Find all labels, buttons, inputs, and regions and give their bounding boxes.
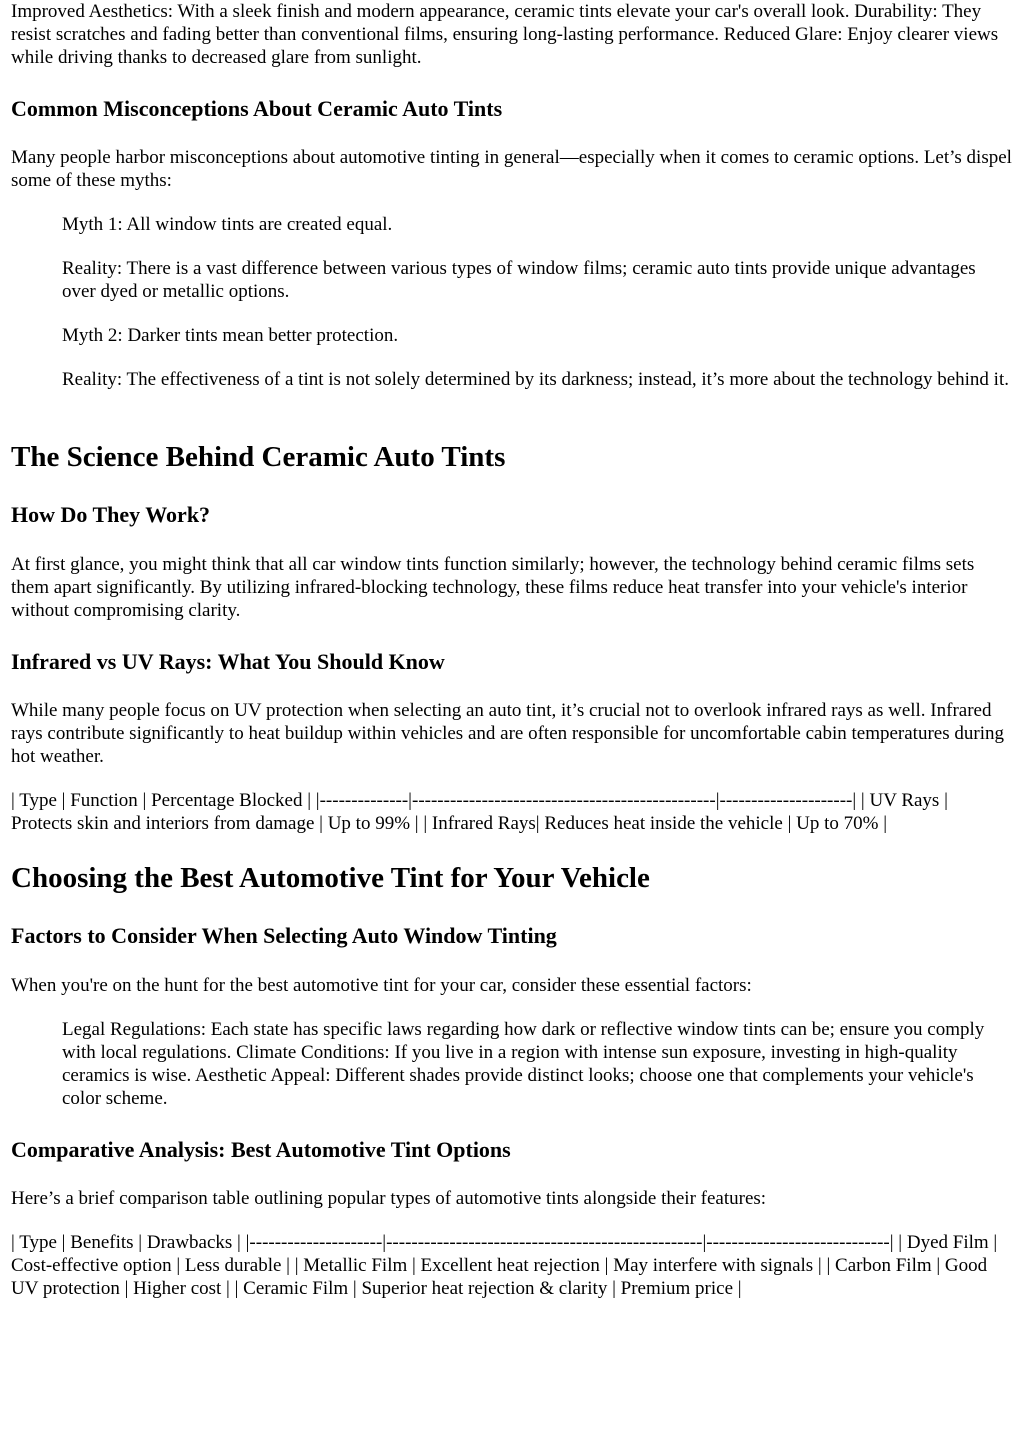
- factors-intro: When you're on the hunt for the best automotive tint for your car, consider these essential factors:: [11, 975, 752, 996]
- rays-heading: Infrared vs UV Rays: What You Should Know: [11, 649, 445, 674]
- benefits-paragraph: Improved Aesthetics: With a sleek finish and modern appearance, ceramic tints elevate your car's overall look. Durability: They resist scratches and fading better than conventional films, ensuring long-lasting performance. Reduced Glare: Enjoy clearer views while driving thanks to decreased glare from sunlight.: [11, 1, 999, 68]
- compare-table-text: | Type | Benefits | Drawbacks | |---------------------|--------------------------------------------------|-----------------------------| | Dyed Film | Cost-effective option | Less durable | | Metallic Film | Excellent heat rejection | May interfere with signals | | Carbon Film | Good UV protection | Higher cost | | Ceramic Film | Superior heat rejection & clarity | Premium price |: [11, 1232, 998, 1299]
- myth-item-1: Myth 1: All window tints are created equal.: [62, 214, 393, 235]
- misconceptions-intro: Many people harbor misconceptions about automotive tinting in general—especially when it comes to ceramic options. Let’s dispel some of these myths:: [11, 147, 1012, 191]
- factors-list: Legal Regulations: Each state has specific laws regarding how dark or reflective window tints can be; ensure you comply with local regulations. Climate Conditions: If you live in a region with intense sun exposure, investing in high-quality ceramics is wise. Aesthetic Appeal: Different shades provide distinct looks; choose one that complements your vehicle's color scheme.: [62, 1019, 985, 1109]
- reality-item-2: Reality: The effectiveness of a tint is not solely determined by its darkness; instead, it’s more about the technology behind it.: [62, 369, 1009, 390]
- misconceptions-heading: Common Misconceptions About Ceramic Auto Tints: [11, 96, 503, 121]
- rays-table-text: | Type | Function | Percentage Blocked | |--------------|------------------------------------------------|---------------------| | UV Rays | Protects skin and interiors from damage | Up to 99% | | Infrared Rays| Reduces heat inside the vehicle | Up to 70% |: [11, 790, 948, 834]
- rays-paragraph: While many people focus on UV protection when selecting an auto tint, it’s crucial not to overlook infrared rays as well. Infrared rays contribute significantly to heat buildup within vehicles and are often responsible for uncomfortable cabin temperatures during hot weather.: [11, 700, 1004, 767]
- how-heading: How Do They Work?: [11, 502, 211, 527]
- choosing-heading: Choosing the Best Automotive Tint for Your Vehicle: [11, 862, 650, 894]
- compare-heading: Comparative Analysis: Best Automotive Tint Options: [11, 1137, 511, 1162]
- myth-item-2: Myth 2: Darker tints mean better protection.: [62, 325, 399, 346]
- factors-heading: Factors to Consider When Selecting Auto Window Tinting: [11, 923, 557, 948]
- science-heading: The Science Behind Ceramic Auto Tints: [11, 441, 506, 473]
- how-paragraph: At first glance, you might think that all car window tints function similarly; however, the technology behind ceramic films sets them apart significantly. By utilizing infrared-blocking technology, these films reduce heat transfer into your vehicle's interior without compromising clarity.: [11, 554, 975, 621]
- compare-intro: Here’s a brief comparison table outlining popular types of automotive tints alongside their features:: [11, 1188, 767, 1209]
- reality-item-1: Reality: There is a vast difference between various types of window films; ceramic auto tints provide unique advantages over dyed or metallic options.: [62, 258, 976, 302]
